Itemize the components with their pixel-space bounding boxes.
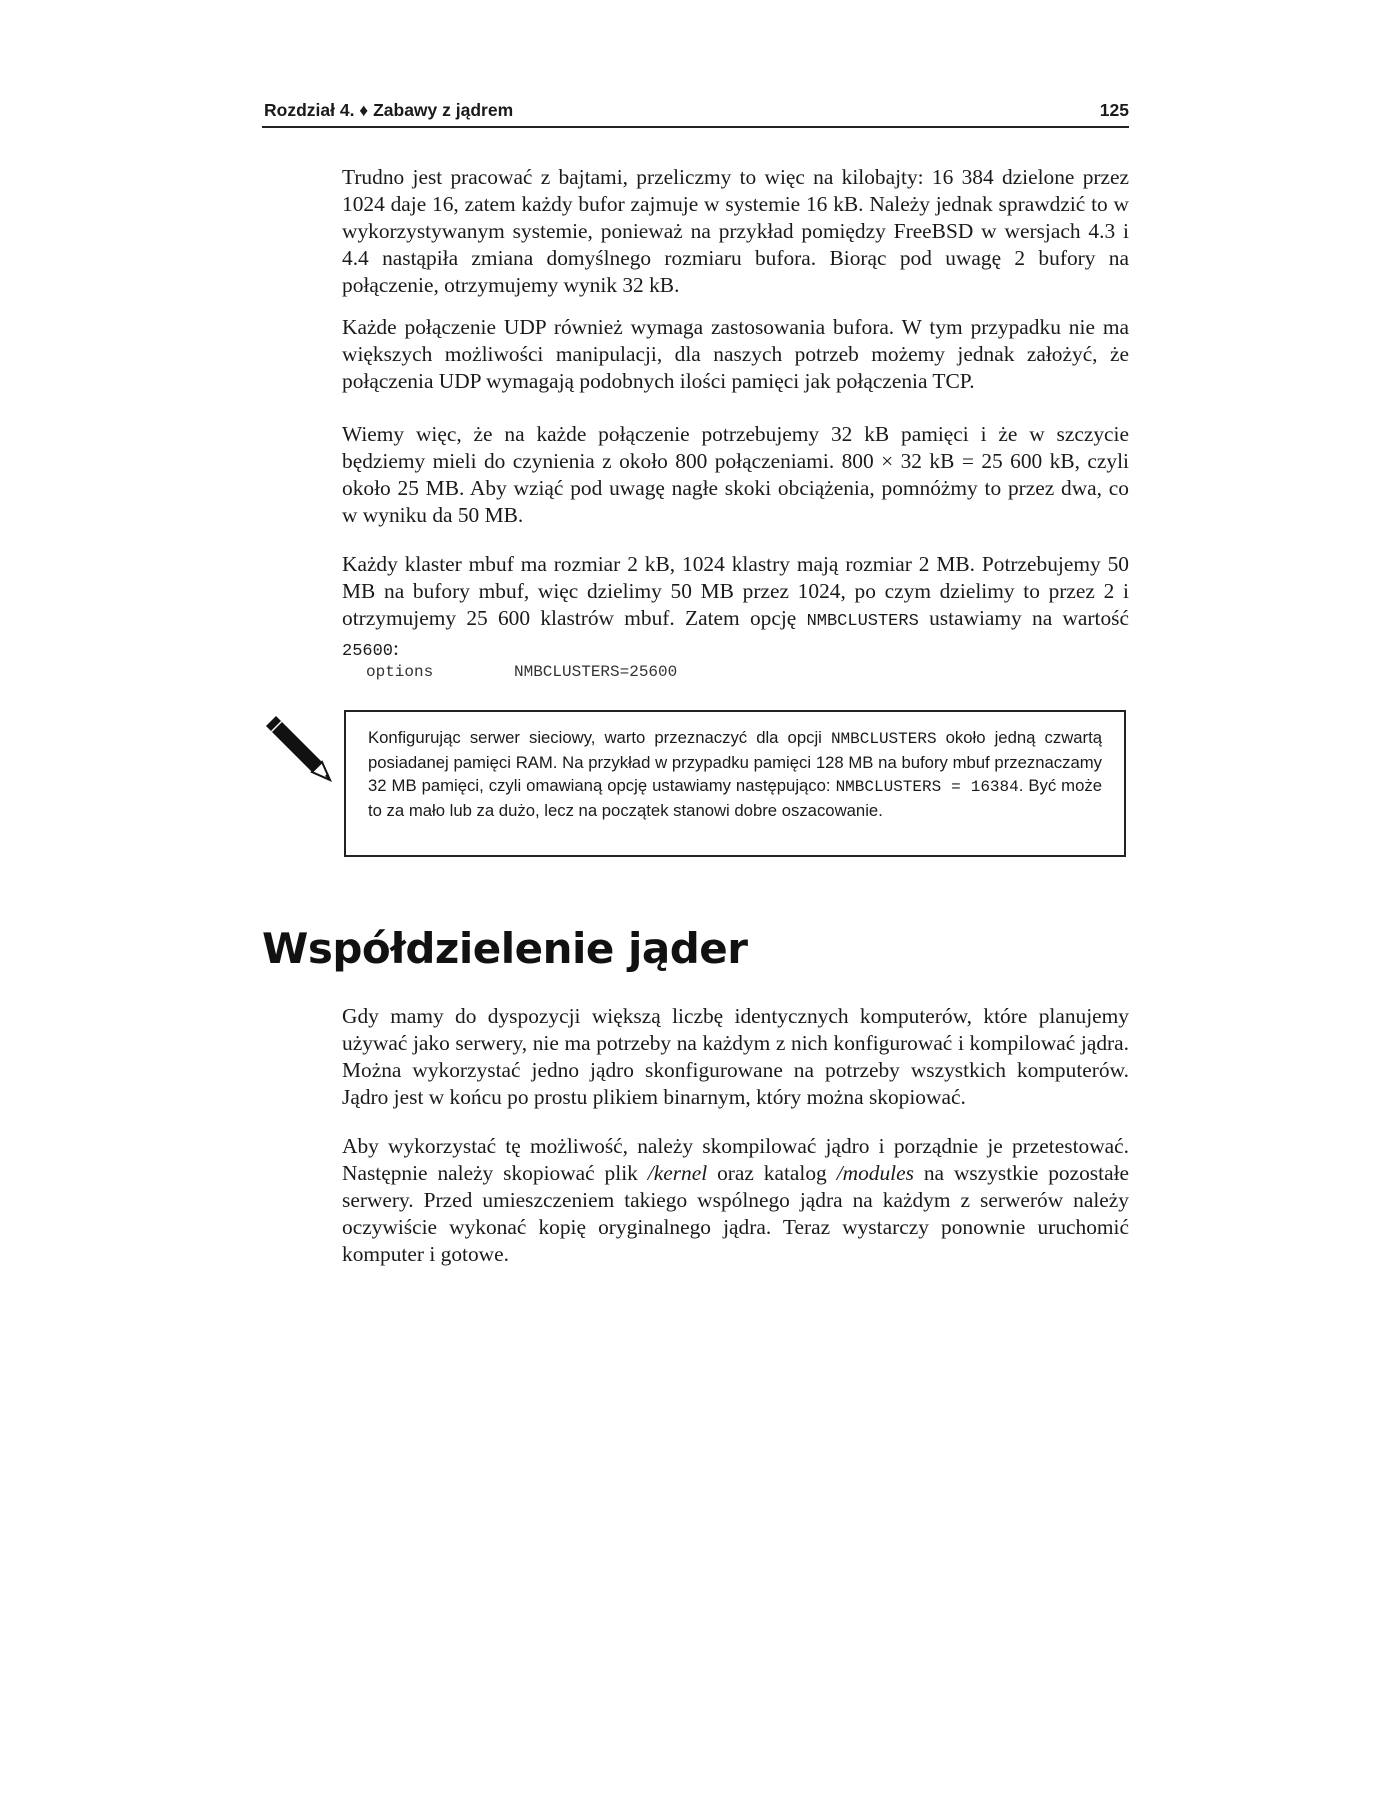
note-text: około jedną czwartą posiadanej pamięci RAM. Na przykład w przypadku pamięci 128 MB na bufory mbuf przeznaczamy 32 MB pamięci, czyli omawianą opcję ustawiamy następująco: [368, 728, 1102, 795]
text-run: Każdy klaster mbuf ma rozmiar 2 kB, 1024 klastry mają rozmiar 2 MB. Potrzebujemy 50 MB na bufory mbuf, więc dzielimy 50 MB przez 1024, po czym dzielimy to przez 2 i otrzymujemy 25 600 klastrów mbuf. Zatem opcję [342, 552, 1129, 630]
inline-code: NMBCLUSTERS [806, 612, 919, 631]
file-path: /modules [836, 1161, 914, 1185]
page-number: 125 [1099, 100, 1129, 120]
text-run: na wszystkie pozostałe serwery. Przed umieszczeniem takiego wspólnego jądra na każdym z serwerów należy oczywiście wykonać kopię oryginalnego jądra. Teraz wystarczy ponownie uruchomić komputer i gotowe. [342, 1161, 1130, 1266]
chapter-title: Rozdział 4. ♦ Zabawy z jądrem [264, 100, 514, 120]
paragraph-text: Każde połączenie UDP również wymaga zastosowania bufora. W tym przypadku nie ma większych możliwości manipulacji, dla naszych potrzeb możemy jednak założyć, że połączenia UDP wymagają podobnych ilości pamięci jak połączenia TCP. [342, 315, 1129, 393]
paragraph-text [342, 551, 1129, 665]
note-text: . Być może to za mało lub za dużo, lecz na początek stanowi dobre oszacowanie. [368, 776, 1102, 820]
file-path: /kernel [647, 1161, 708, 1185]
inline-code: 25600 [342, 642, 394, 661]
paragraph-copy-kernel [342, 1133, 1129, 1268]
paragraph-buffers [342, 164, 1129, 299]
paragraph-text: Trudno jest pracować z bajtami, przeliczmy to więc na kilobajty: 16 384 dzielone przez 1024 daje 16, zatem każdy bufor zajmuje w systemie 16 kB. Należy jednak sprawdzić to w wykorzystywanym systemie, ponieważ na przykład pomiędzy FreeBSD w wersjach 4.3 i 4.4 nastąpiła zmiana domyślnego rozmiaru bufora. Biorąc pod uwagę 2 bufory na połączenie, otrzymujemy wynik 32 kB. [342, 165, 1129, 297]
pencil-icon [262, 712, 334, 789]
paragraph-mbuf [342, 551, 1129, 665]
inline-code: NMBCLUSTERS = 16384 [835, 778, 1019, 796]
paragraph-memory [342, 421, 1129, 529]
code-value: NMBCLUSTERS=25600 [514, 663, 678, 681]
paragraph-text: Gdy mamy do dyspozycji większą liczbę identycznych komputerów, które planujemy używać jako serwery, nie ma potrzeby na każdym z nich konfigurować i kompilować jądra. Można wykorzystać jedno jądro skonfigurowane na potrzeby wszystkich komputerów. Jądro jest w końcu po prostu plikiem binarnym, który można skopiować. [342, 1004, 1129, 1109]
paragraph-text: Wiemy więc, że na każde połączenie potrzebujemy 32 kB pamięci i że w szczycie będziemy mieli do czynienia z około 800 połączeniami. 800 × 32 kB = 25 600 kB, czyli około 25 MB. Aby wziąć pod uwagę nagłe skoki obciążenia, pomnóżmy to przez dwa, co w wyniku da 50 MB. [342, 422, 1129, 527]
paragraph-shared-kernel [342, 1003, 1129, 1111]
note-box [344, 710, 1126, 857]
text-run: ustawiamy na wartość [929, 606, 1129, 630]
text-run: oraz katalog [717, 1161, 827, 1185]
inline-code: NMBCLUSTERS [830, 730, 937, 748]
section-title: Współdzielenie jąder [262, 924, 748, 973]
code-keyword: options [366, 663, 434, 681]
text-run: : [393, 636, 399, 660]
paragraph-text [342, 1133, 1129, 1268]
running-head [262, 98, 1129, 128]
note-text: Konfigurując serwer sieciowy, warto przeznaczyć dla opcji [368, 728, 822, 747]
text-run: Aby wykorzystać tę możliwość, należy skompilować jądro i porządnie je przetestować. Następnie należy skopiować plik [342, 1134, 1129, 1185]
code-example [366, 663, 677, 681]
paragraph-udp [342, 314, 1129, 395]
